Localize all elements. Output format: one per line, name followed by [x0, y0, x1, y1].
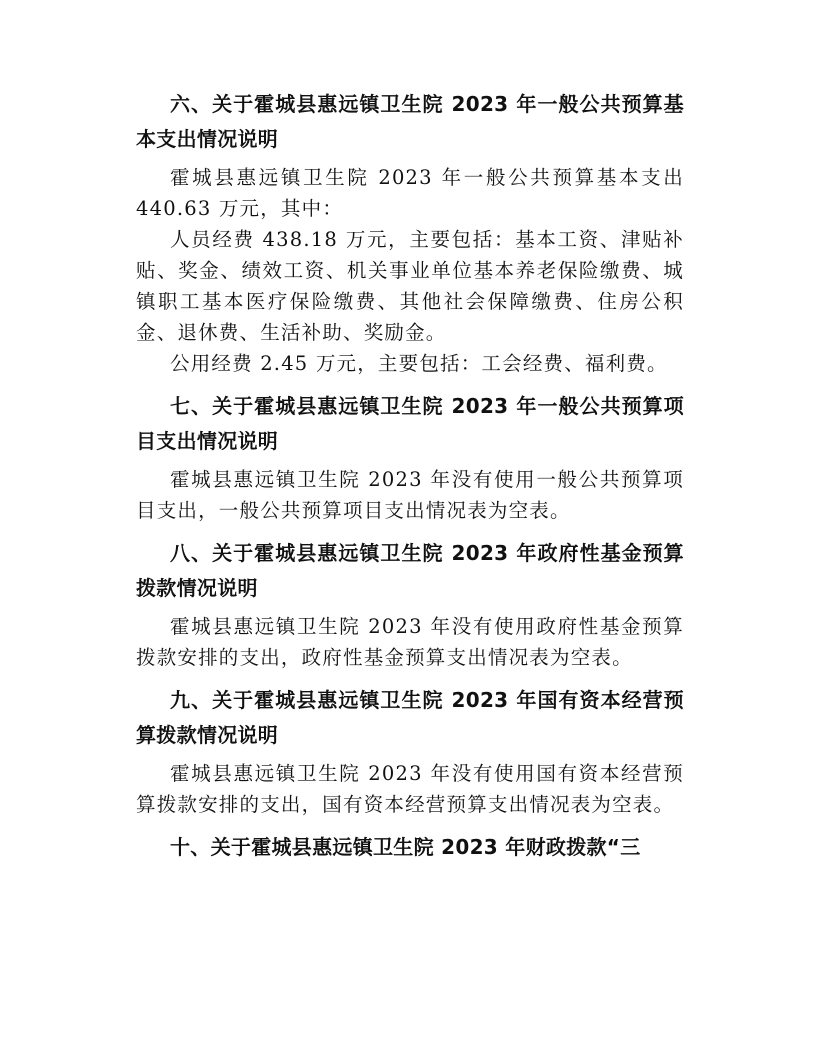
- paragraph: 霍城县惠远镇卫生院 2023 年没有使用一般公共预算项目支出，一般公共预算项目支出情况表为空表。: [136, 468, 684, 522]
- paragraph: 霍城县惠远镇卫生院 2023 年没有使用国有资本经营预算拨款安排的支出，国有资本经营预算支出情况表为空表。: [136, 762, 684, 816]
- section-eight: [136, 536, 684, 673]
- section-heading: 六、关于霍城县惠远镇卫生院 2023 年一般公共预算基本支出情况说明: [136, 92, 684, 151]
- paragraph: 霍城县惠远镇卫生院 2023 年没有使用政府性基金预算拨款安排的支出，政府性基金预算支出情况表为空表。: [136, 615, 684, 669]
- section-ten: [136, 830, 684, 865]
- document-page: [136, 87, 684, 870]
- section-heading: 七、关于霍城县惠远镇卫生院 2023 年一般公共预算项目支出情况说明: [136, 394, 684, 453]
- paragraph: 霍城县惠远镇卫生院 2023 年一般公共预算基本支出440.63 万元，其中：: [136, 166, 684, 220]
- section-nine: [136, 683, 684, 820]
- section-heading: 八、关于霍城县惠远镇卫生院 2023 年政府性基金预算拨款情况说明: [136, 541, 684, 600]
- section-seven: [136, 389, 684, 526]
- paragraph: 公用经费 2.45 万元，主要包括：工会经费、福利费。: [170, 352, 668, 375]
- section-six: [136, 87, 684, 379]
- section-heading: 九、关于霍城县惠远镇卫生院 2023 年国有资本经营预算拨款情况说明: [136, 688, 684, 747]
- section-heading: 十、关于霍城县惠远镇卫生院 2023 年财政拨款“三: [170, 835, 641, 859]
- paragraph: 人员经费 438.18 万元，主要包括：基本工资、津贴补贴、奖金、绩效工资、机关事业单位基本养老保险缴费、城镇职工基本医疗保险缴费、其他社会保障缴费、住房公积金、退休费、生活补助、奖励金。: [136, 228, 684, 344]
